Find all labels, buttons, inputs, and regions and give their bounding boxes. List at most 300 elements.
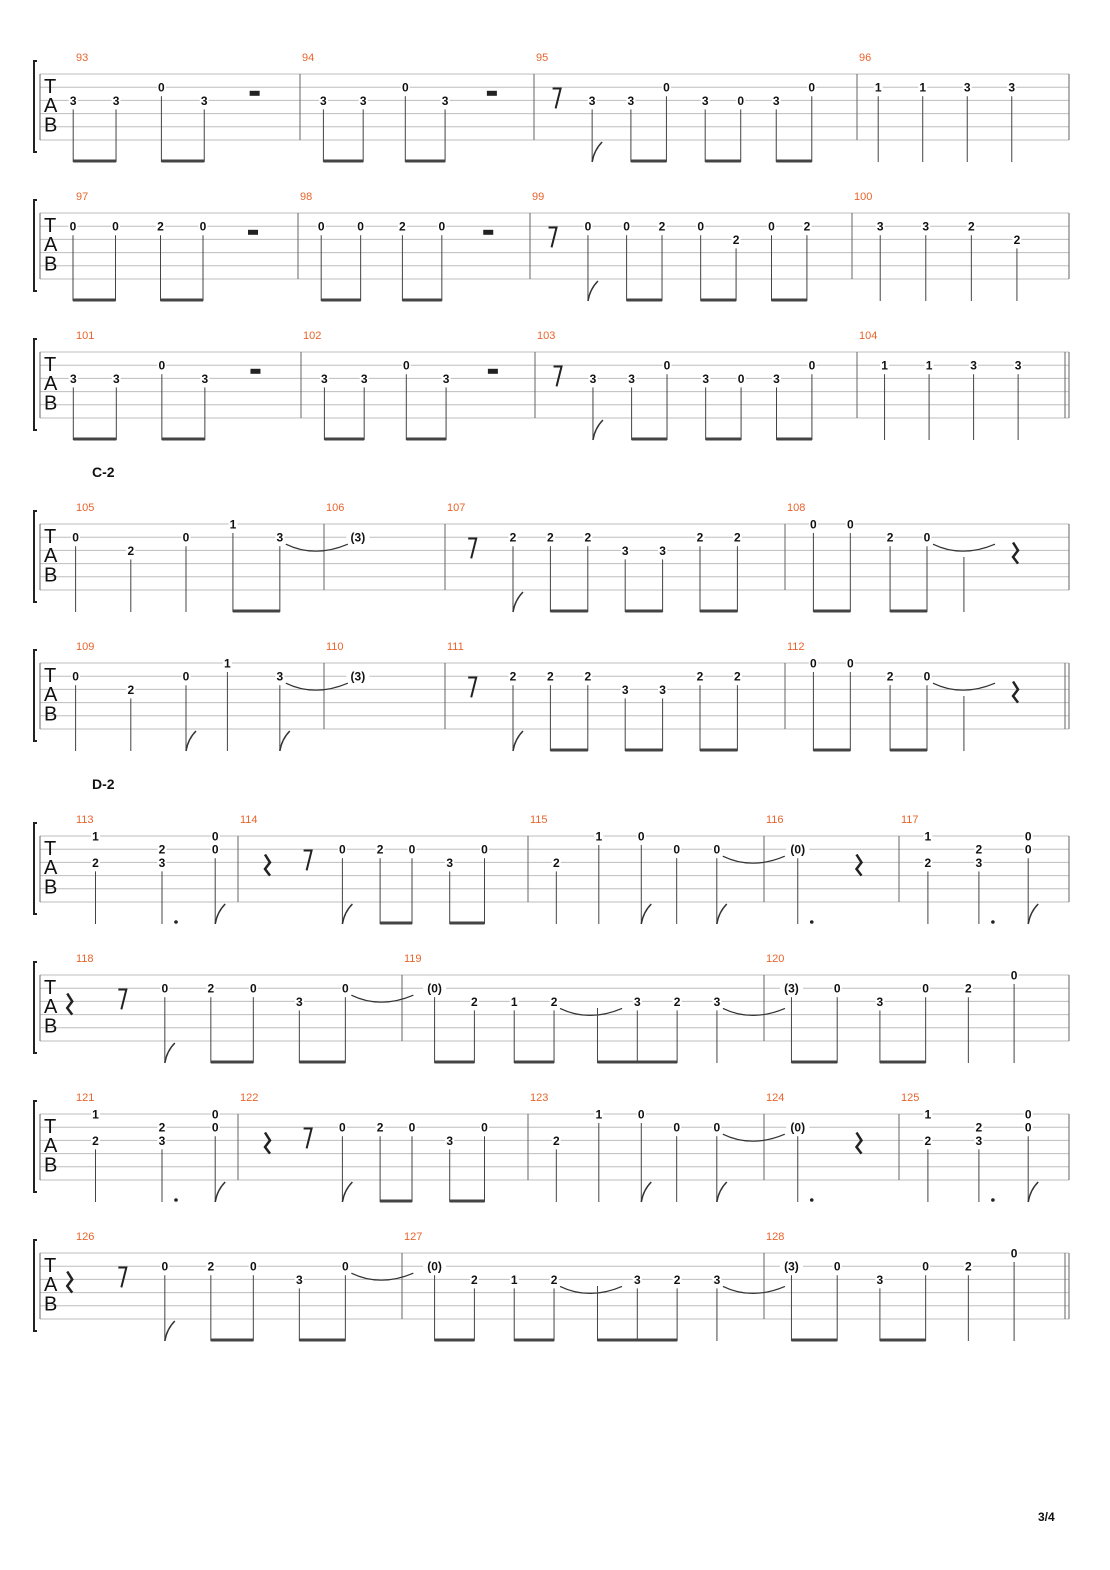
- fret-number: 2: [509, 530, 517, 545]
- system-bracket: [34, 650, 37, 741]
- fret-number: 3: [701, 93, 709, 108]
- note-flag: [593, 420, 603, 440]
- fret-number: 2: [975, 1120, 983, 1135]
- tab-clef-letter: T: [44, 977, 57, 999]
- fret-number: 0: [182, 669, 190, 684]
- fret-number: 0: [402, 358, 410, 373]
- fret-number: 0: [713, 1120, 721, 1135]
- tab-clef-letter: A: [44, 545, 58, 568]
- dot: [174, 920, 178, 924]
- measure-number: 119: [404, 953, 422, 965]
- measure-number: 118: [76, 953, 94, 965]
- measure: [76, 1092, 225, 1202]
- fret-number: 0: [211, 1120, 219, 1135]
- fret-number: 3: [359, 93, 367, 108]
- fret-number: 0: [339, 1120, 346, 1135]
- section-label: C-2: [92, 464, 115, 480]
- tab-clef-letter: B: [44, 114, 58, 137]
- tab-clef-letter: B: [44, 1015, 58, 1038]
- measure-number: 113: [76, 814, 94, 826]
- tab-system: [34, 191, 1069, 301]
- system-bracket: [34, 61, 37, 152]
- tab-system: [34, 330, 1069, 440]
- fret-number: 3: [659, 682, 666, 697]
- note-flag: [1028, 904, 1038, 924]
- fret-number: 1: [881, 358, 888, 373]
- measure: [69, 330, 261, 440]
- fret-number: 3: [446, 855, 454, 870]
- fret-number: 3: [876, 219, 884, 234]
- fret-number: 3: [360, 371, 368, 386]
- fret-number: 0: [317, 219, 325, 234]
- fret-number: 3: [628, 371, 635, 386]
- quarter-rest: [857, 1132, 862, 1153]
- quarter-rest: [67, 993, 72, 1014]
- tab-clef-letter: B: [44, 392, 58, 415]
- note-flag: [717, 904, 727, 924]
- measure-number: 117: [901, 814, 919, 826]
- fret-number: 0: [737, 93, 745, 108]
- fret-number: 0: [768, 219, 775, 234]
- tab-clef-letter: A: [44, 1135, 58, 1158]
- note-flag: [513, 592, 523, 612]
- dot: [810, 920, 814, 924]
- fret-number: 0: [833, 981, 841, 996]
- fret-number: 3: [713, 994, 721, 1009]
- fret-number: (0): [790, 1120, 806, 1135]
- fret-number: 1: [924, 829, 932, 844]
- note-flag: [165, 1321, 175, 1341]
- eighth-rest: [468, 539, 476, 559]
- note-flag: [592, 142, 602, 162]
- fret-number: 0: [211, 1107, 219, 1122]
- fret-number: 0: [161, 1259, 169, 1274]
- measure: [530, 1092, 785, 1202]
- eighth-rest: [468, 678, 476, 698]
- measure: [240, 814, 489, 924]
- dot: [991, 1198, 995, 1202]
- measure-number: 109: [76, 641, 95, 653]
- fret-number: 3: [276, 530, 284, 545]
- fret-number: 3: [201, 371, 209, 386]
- half-rest: [483, 230, 493, 235]
- fret-number: 2: [975, 842, 983, 857]
- fret-number: 1: [595, 829, 603, 844]
- fret-number: 2: [158, 842, 166, 857]
- quarter-rest: [265, 854, 270, 875]
- half-rest: [488, 369, 498, 374]
- fret-number: 0: [713, 842, 721, 857]
- fret-number: 1: [510, 1272, 518, 1287]
- measure: [787, 641, 1018, 751]
- fret-number: 0: [249, 1259, 257, 1274]
- measure: [530, 814, 785, 924]
- fret-number: 3: [773, 371, 780, 386]
- measure-number: 120: [766, 953, 785, 965]
- fret-number: 0: [1024, 829, 1032, 844]
- fret-number: 2: [127, 682, 135, 697]
- measure: [69, 191, 259, 301]
- measure-number: 100: [854, 191, 873, 203]
- fret-number: 0: [922, 1259, 929, 1274]
- fret-number: 0: [737, 371, 745, 386]
- tab-system: [34, 1092, 1069, 1202]
- measure-number: 115: [530, 814, 548, 826]
- fret-number: 0: [1024, 842, 1032, 857]
- measure-number: 127: [404, 1231, 423, 1243]
- fret-number: 2: [965, 1259, 972, 1274]
- half-rest: [250, 91, 260, 96]
- fret-number: 2: [673, 1272, 681, 1287]
- fret-number: 0: [810, 656, 817, 671]
- page-number: 3/4: [1038, 1510, 1055, 1524]
- fret-number: 2: [732, 232, 740, 247]
- note-flag: [513, 731, 523, 751]
- fret-number: 0: [182, 530, 190, 545]
- fret-number: 3: [442, 371, 450, 386]
- quarter-rest: [1013, 681, 1018, 702]
- fret-number: 3: [112, 93, 120, 108]
- measure: [766, 1231, 1019, 1341]
- measure-number: 108: [787, 502, 806, 514]
- quarter-rest: [857, 854, 862, 875]
- fret-number: 2: [734, 530, 741, 545]
- fret-number: 3: [963, 80, 971, 95]
- fret-number: 2: [547, 669, 554, 684]
- fret-number: 2: [547, 530, 554, 545]
- dot: [810, 1198, 814, 1202]
- measure-number: 114: [240, 814, 258, 826]
- fret-number: 3: [876, 994, 884, 1009]
- fret-number: 2: [158, 1120, 166, 1135]
- fret-number: 3: [200, 93, 208, 108]
- note-flag: [1028, 1182, 1038, 1202]
- fret-number: 0: [158, 358, 166, 373]
- fret-number: 1: [92, 1107, 99, 1122]
- measure-number: 105: [76, 502, 95, 514]
- measure: [404, 953, 785, 1063]
- measure: [69, 52, 260, 162]
- tab-clef-letter: T: [44, 76, 57, 98]
- measure-number: 107: [447, 502, 466, 514]
- tab-system: [34, 464, 1069, 612]
- fret-number: 3: [446, 1133, 454, 1148]
- note-flag: [215, 1182, 225, 1202]
- measure: [302, 52, 497, 162]
- fret-number: 1: [919, 80, 927, 95]
- eighth-rest: [304, 851, 312, 871]
- fret-number: 3: [589, 371, 597, 386]
- system-bracket: [34, 962, 37, 1053]
- fret-number: 2: [127, 543, 135, 558]
- measure: [766, 814, 862, 924]
- measure: [901, 1092, 1038, 1202]
- measure-number: 106: [326, 502, 345, 514]
- measure: [766, 1092, 862, 1202]
- fret-number: 2: [157, 219, 164, 234]
- note-flag: [280, 731, 290, 751]
- fret-number: 0: [663, 358, 671, 373]
- system-bracket: [34, 1101, 37, 1192]
- fret-number: 0: [922, 981, 929, 996]
- dot: [991, 920, 995, 924]
- measure: [326, 641, 369, 684]
- fret-number: 0: [72, 669, 79, 684]
- note-flag: [215, 904, 225, 924]
- fret-number: 0: [211, 842, 219, 857]
- measure-number: 96: [859, 52, 872, 64]
- fret-number: 3: [112, 371, 120, 386]
- measure-number: 121: [76, 1092, 95, 1104]
- fret-number: 0: [923, 669, 931, 684]
- fret-number: 0: [199, 219, 207, 234]
- measure-number: 110: [326, 641, 344, 653]
- note-flag: [342, 904, 352, 924]
- measure: [447, 641, 742, 751]
- measure-number: 122: [240, 1092, 259, 1104]
- fret-number: 2: [886, 669, 894, 684]
- fret-number: 3: [627, 93, 635, 108]
- measure-number: 94: [302, 52, 315, 64]
- fret-number: 1: [874, 80, 882, 95]
- fret-number: 1: [229, 517, 237, 532]
- fret-number: (3): [350, 669, 366, 684]
- measure: [240, 1092, 489, 1202]
- measure-number: 101: [76, 330, 95, 342]
- tab-clef-letter: T: [44, 215, 57, 237]
- fret-number: 3: [713, 1272, 721, 1287]
- note-flag: [588, 281, 598, 301]
- note-flag: [717, 1182, 727, 1202]
- measure-number: 128: [766, 1231, 785, 1243]
- fret-number: 0: [808, 358, 816, 373]
- fret-number: 0: [481, 842, 488, 857]
- fret-number: 3: [320, 93, 327, 108]
- fret-number: 0: [339, 842, 346, 857]
- system-bracket: [34, 1240, 37, 1331]
- tab-clef-letter: T: [44, 838, 57, 860]
- system-bracket: [34, 200, 37, 291]
- eighth-rest: [118, 1268, 126, 1288]
- fret-number: 2: [550, 994, 558, 1009]
- fret-number: 2: [924, 1133, 932, 1148]
- fret-number: 2: [803, 219, 811, 234]
- fret-number: 3: [1014, 358, 1022, 373]
- system-bracket: [34, 823, 37, 914]
- tab-clef-letter: A: [44, 234, 58, 257]
- fret-number: 3: [772, 93, 780, 108]
- measure: [71, 502, 348, 612]
- tab-clef-letter: T: [44, 1255, 57, 1277]
- fret-number: 0: [833, 1259, 841, 1274]
- fret-number: 1: [224, 656, 231, 671]
- measure: [447, 502, 742, 612]
- fret-number: 3: [633, 994, 641, 1009]
- measure: [67, 1231, 413, 1341]
- fret-number: 2: [552, 1133, 560, 1148]
- fret-number: 0: [342, 981, 349, 996]
- measure-number: 116: [766, 814, 784, 826]
- fret-number: (3): [784, 981, 799, 996]
- quarter-rest: [1013, 542, 1018, 563]
- fret-number: 0: [481, 1120, 488, 1135]
- fret-number: 2: [376, 842, 384, 857]
- fret-number: 0: [663, 80, 670, 95]
- fret-number: 0: [1024, 1120, 1032, 1135]
- eighth-rest: [118, 990, 126, 1010]
- measure: [71, 641, 348, 751]
- fret-number: 3: [621, 543, 629, 558]
- note-flag: [641, 904, 651, 924]
- fret-number: 3: [321, 371, 328, 386]
- tab-clef-letter: T: [44, 1116, 57, 1138]
- fret-number: 0: [72, 530, 79, 545]
- note-flag: [165, 1043, 175, 1063]
- measure: [532, 191, 811, 301]
- fret-number: 1: [92, 829, 99, 844]
- fret-number: 0: [846, 656, 854, 671]
- eighth-rest: [304, 1129, 312, 1149]
- tab-clef-letter: T: [44, 526, 57, 548]
- measure-number: 112: [787, 641, 805, 653]
- fret-number: (0): [427, 981, 442, 996]
- fret-number: 1: [924, 1107, 932, 1122]
- fret-number: 0: [401, 80, 409, 95]
- measure-number: 98: [300, 191, 313, 203]
- fret-number: 2: [207, 1259, 215, 1274]
- tab-clef-letter: A: [44, 684, 58, 707]
- fret-number: 2: [658, 219, 666, 234]
- measure: [67, 953, 413, 1063]
- measure-number: 125: [901, 1092, 920, 1104]
- fret-number: 0: [846, 517, 854, 532]
- measure: [537, 330, 816, 440]
- measure-number: 102: [303, 330, 322, 342]
- fret-number: 0: [249, 981, 257, 996]
- fret-number: 3: [1008, 80, 1016, 95]
- fret-number: 3: [621, 682, 629, 697]
- system-bracket: [34, 339, 37, 430]
- fret-number: 0: [69, 219, 77, 234]
- fret-number: 0: [623, 219, 630, 234]
- fret-number: 3: [702, 371, 710, 386]
- tab-clef-letter: A: [44, 857, 58, 880]
- fret-number: 1: [595, 1107, 603, 1122]
- measure-number: 104: [859, 330, 878, 342]
- fret-number: 3: [69, 93, 77, 108]
- fret-number: 3: [975, 855, 983, 870]
- eighth-rest: [553, 89, 561, 109]
- fret-number: 0: [161, 981, 169, 996]
- section-label: D-2: [92, 776, 115, 792]
- fret-number: 0: [637, 1107, 645, 1122]
- tab-system: [34, 1231, 1069, 1341]
- measure: [300, 191, 493, 301]
- tab-clef-letter: B: [44, 564, 58, 587]
- measure: [787, 502, 1018, 612]
- fret-number: 3: [158, 1133, 166, 1148]
- tab-clef-letter: B: [44, 876, 58, 899]
- measure-number: 111: [447, 641, 464, 653]
- fret-number: 1: [510, 994, 518, 1009]
- tab-clef-letter: A: [44, 95, 58, 118]
- tab-system: [34, 641, 1069, 751]
- fret-number: 2: [207, 981, 215, 996]
- fret-number: 0: [697, 219, 705, 234]
- tab-system: [34, 776, 1069, 924]
- fret-number: 0: [584, 219, 592, 234]
- fret-number: 3: [970, 358, 977, 373]
- fret-number: 2: [550, 1272, 558, 1287]
- tab-clef-letter: B: [44, 1154, 58, 1177]
- fret-number: (3): [350, 530, 366, 545]
- fret-number: 2: [584, 669, 592, 684]
- measure: [901, 814, 1038, 924]
- fret-number: 0: [810, 517, 817, 532]
- measure: [854, 191, 1021, 301]
- fret-number: 2: [399, 219, 406, 234]
- measure-number: 126: [76, 1231, 95, 1243]
- fret-number: 0: [808, 80, 816, 95]
- fret-number: 0: [408, 1120, 416, 1135]
- note-flag: [186, 731, 196, 751]
- fret-number: 3: [659, 543, 666, 558]
- tab-system: [34, 52, 1069, 162]
- fret-number: 2: [673, 994, 681, 1009]
- measure: [766, 953, 1019, 1063]
- tab-clef-letter: A: [44, 996, 58, 1019]
- measure-number: 103: [537, 330, 556, 342]
- half-rest: [487, 91, 497, 96]
- fret-number: 0: [923, 530, 931, 545]
- fret-number: 0: [1024, 1107, 1032, 1122]
- measure: [859, 330, 1023, 440]
- tab-clef-letter: B: [44, 1293, 58, 1316]
- fret-number: 2: [1013, 232, 1021, 247]
- measure: [303, 330, 498, 440]
- measure-number: 93: [76, 52, 89, 64]
- fret-number: 2: [965, 981, 972, 996]
- fret-number: 2: [92, 855, 99, 870]
- fret-number: 2: [92, 1133, 99, 1148]
- quarter-rest: [265, 1132, 270, 1153]
- fret-number: 3: [588, 93, 596, 108]
- fret-number: 3: [633, 1272, 641, 1287]
- fret-number: 2: [696, 530, 704, 545]
- fret-number: 0: [211, 829, 219, 844]
- tab-clef-letter: T: [44, 354, 57, 376]
- system-bracket: [34, 511, 37, 602]
- tab-clef-letter: A: [44, 373, 58, 396]
- fret-number: (3): [784, 1259, 799, 1274]
- fret-number: 3: [276, 669, 284, 684]
- fret-number: 2: [471, 994, 478, 1009]
- fret-number: 0: [342, 1259, 349, 1274]
- fret-number: 3: [69, 371, 77, 386]
- fret-number: 0: [673, 842, 681, 857]
- fret-number: 3: [876, 1272, 884, 1287]
- fret-number: 0: [408, 842, 416, 857]
- fret-number: 3: [295, 1272, 303, 1287]
- measure-number: 97: [76, 191, 89, 203]
- dot: [174, 1198, 178, 1202]
- fret-number: 2: [584, 530, 592, 545]
- eighth-rest: [549, 228, 557, 248]
- fret-number: 2: [552, 855, 560, 870]
- fret-number: 3: [295, 994, 303, 1009]
- fret-number: 2: [924, 855, 932, 870]
- fret-number: 2: [734, 669, 741, 684]
